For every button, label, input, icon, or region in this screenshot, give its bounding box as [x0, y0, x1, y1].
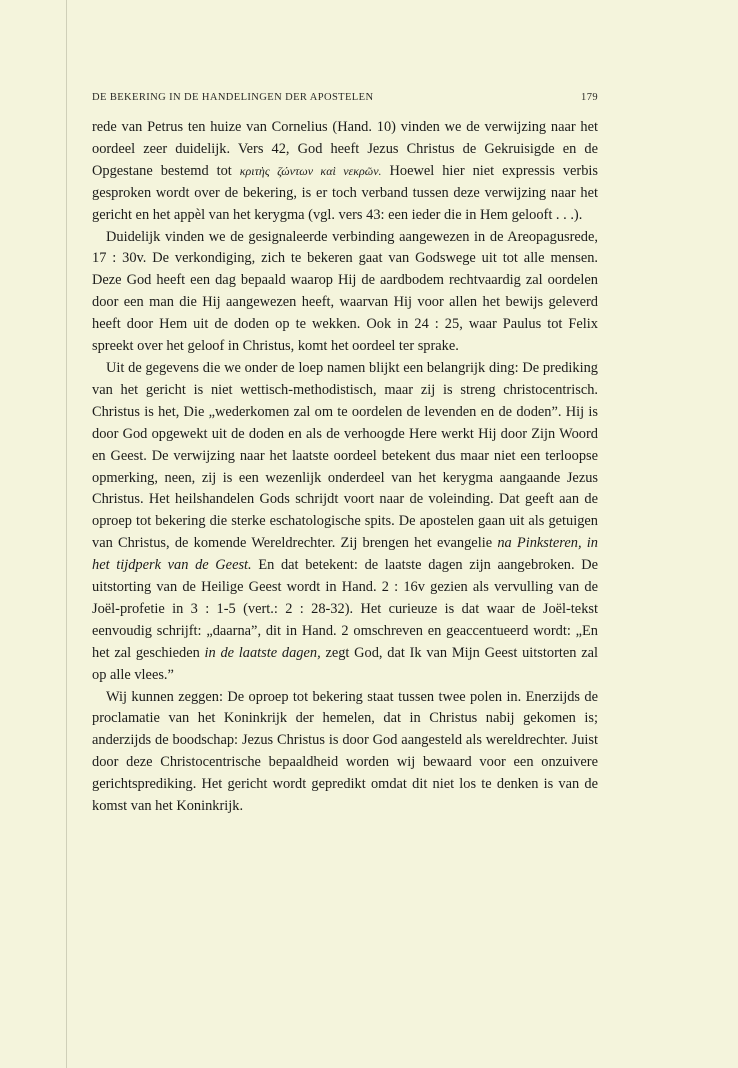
paragraph-1-text-a: rede van Petrus ten huize van Cornelius (Hand. 10) vinden we de verwijzing naar het oordeel zeer duidelijk. Vers 42, God heeft Jezus Christus de Gekruisigde en de Opgestane bestemd tot [92, 119, 598, 179]
page-edge-line [66, 0, 67, 1068]
paragraph-4: Wij kunnen zeggen: De oproep tot bekering staat tussen twee polen in. Enerzijds de proclamatie van het Koninkrijk der hemelen, dat in Christus nabij gekomen is; anderzijds de boodschap: Jezus Christus is door God aangesteld als wereldrechter. Juist door deze Christocentrische bepaaldheid worden wij bewaard voor een onzuivere gerichtsprediking. Het gericht wordt gepredikt omdat dit niet los te denken is van de komst van het Koninkrijk. [92, 688, 598, 815]
paragraph-3-text-a: Uit de gegevens die we onder de loep namen blijkt een belangrijk ding: De prediking van het gericht is niet wettisch-methodistisch, maar zij is streng christocentrisch. Christus is het, Die „wederkomen zal om te oordelen de levenden en de doden”. Hij is door God opgewekt uit de doden en als de verhoogde Here werkt Hij door Zijn Woord en Geest. De verwijzing naar het laatste oordeel betekent dus maar niet een terloopse opmerking, neen, zij is een wezenlijk onderdeel van het kerygma aangaande Jezus Christus. Het heilshandelen Gods schrijdt voort naar de voleinding. Dat geeft aan de oproep tot bekering die sterke eschatologische spits. De apostelen gaan uit als getuigen van Christus, de komende Wereldrechter. Zij brengen het evangelie [92, 359, 598, 552]
greek-quotation: κριτὴς ζώντων καὶ νεκρῶν. [239, 163, 382, 178]
italic-phrase-laatste-dagen: in de laatste dagen, [204, 644, 321, 661]
page-body [92, 117, 598, 818]
italic-phrase-pinksteren: na Pinksteren, in het tijdperk van de Geest. [92, 535, 598, 574]
running-head [92, 92, 598, 108]
paragraph-3 [92, 358, 598, 687]
paragraph-3-text-b: En dat betekent: de laatste dagen zijn aangebroken. De uitstorting van de Heilige Geest wordt in Hand. 2 : 16v gezien als vervulling van de Joël-profetie in 3 : 1-5 (vert.: 2 : 28-32). Het curieuze is dat waar de Joël-tekst eenvoudig schrijft: „daarna”, dit in Hand. 2 omschreven en geaccentueerd wordt: „En het zal geschieden [92, 557, 598, 661]
paragraph-1 [92, 117, 598, 227]
paragraph-3-text-c: zegt God, dat Ik van Mijn Geest uitstorten zal op alle vlees.” [92, 644, 598, 683]
paragraph-2: Duidelijk vinden we de gesignaleerde verbinding aangewezen in de Areopagusrede, 17 : 30v. De verkondiging, zich te bekeren gaat van Godswege uit tot alle mensen. Deze God heeft een dag bepaald waarop Hij de aardbodem rechtvaardig zal oordelen door een man die Hij aangewezen heeft, waarvan Hij voor allen het bewijs geleverd heeft door Hem uit de doden op te wekken. Ook in 24 : 25, waar Paulus tot Felix spreekt over het geloof in Christus, komt het oordeel ter sprake. [92, 228, 598, 355]
running-title: DE BEKERING IN DE HANDELINGEN DER APOSTELEN [92, 92, 374, 103]
paragraph-1-text-b: Hoewel hier niet expressis verbis gesproken wordt over de bekering, is er toch verband tussen deze verwijzing naar het gericht en het appèl van het kerygma (vgl. vers 43: een ieder die in Hem gelooft . . .). [92, 162, 598, 223]
page-number: 179 [581, 92, 598, 103]
